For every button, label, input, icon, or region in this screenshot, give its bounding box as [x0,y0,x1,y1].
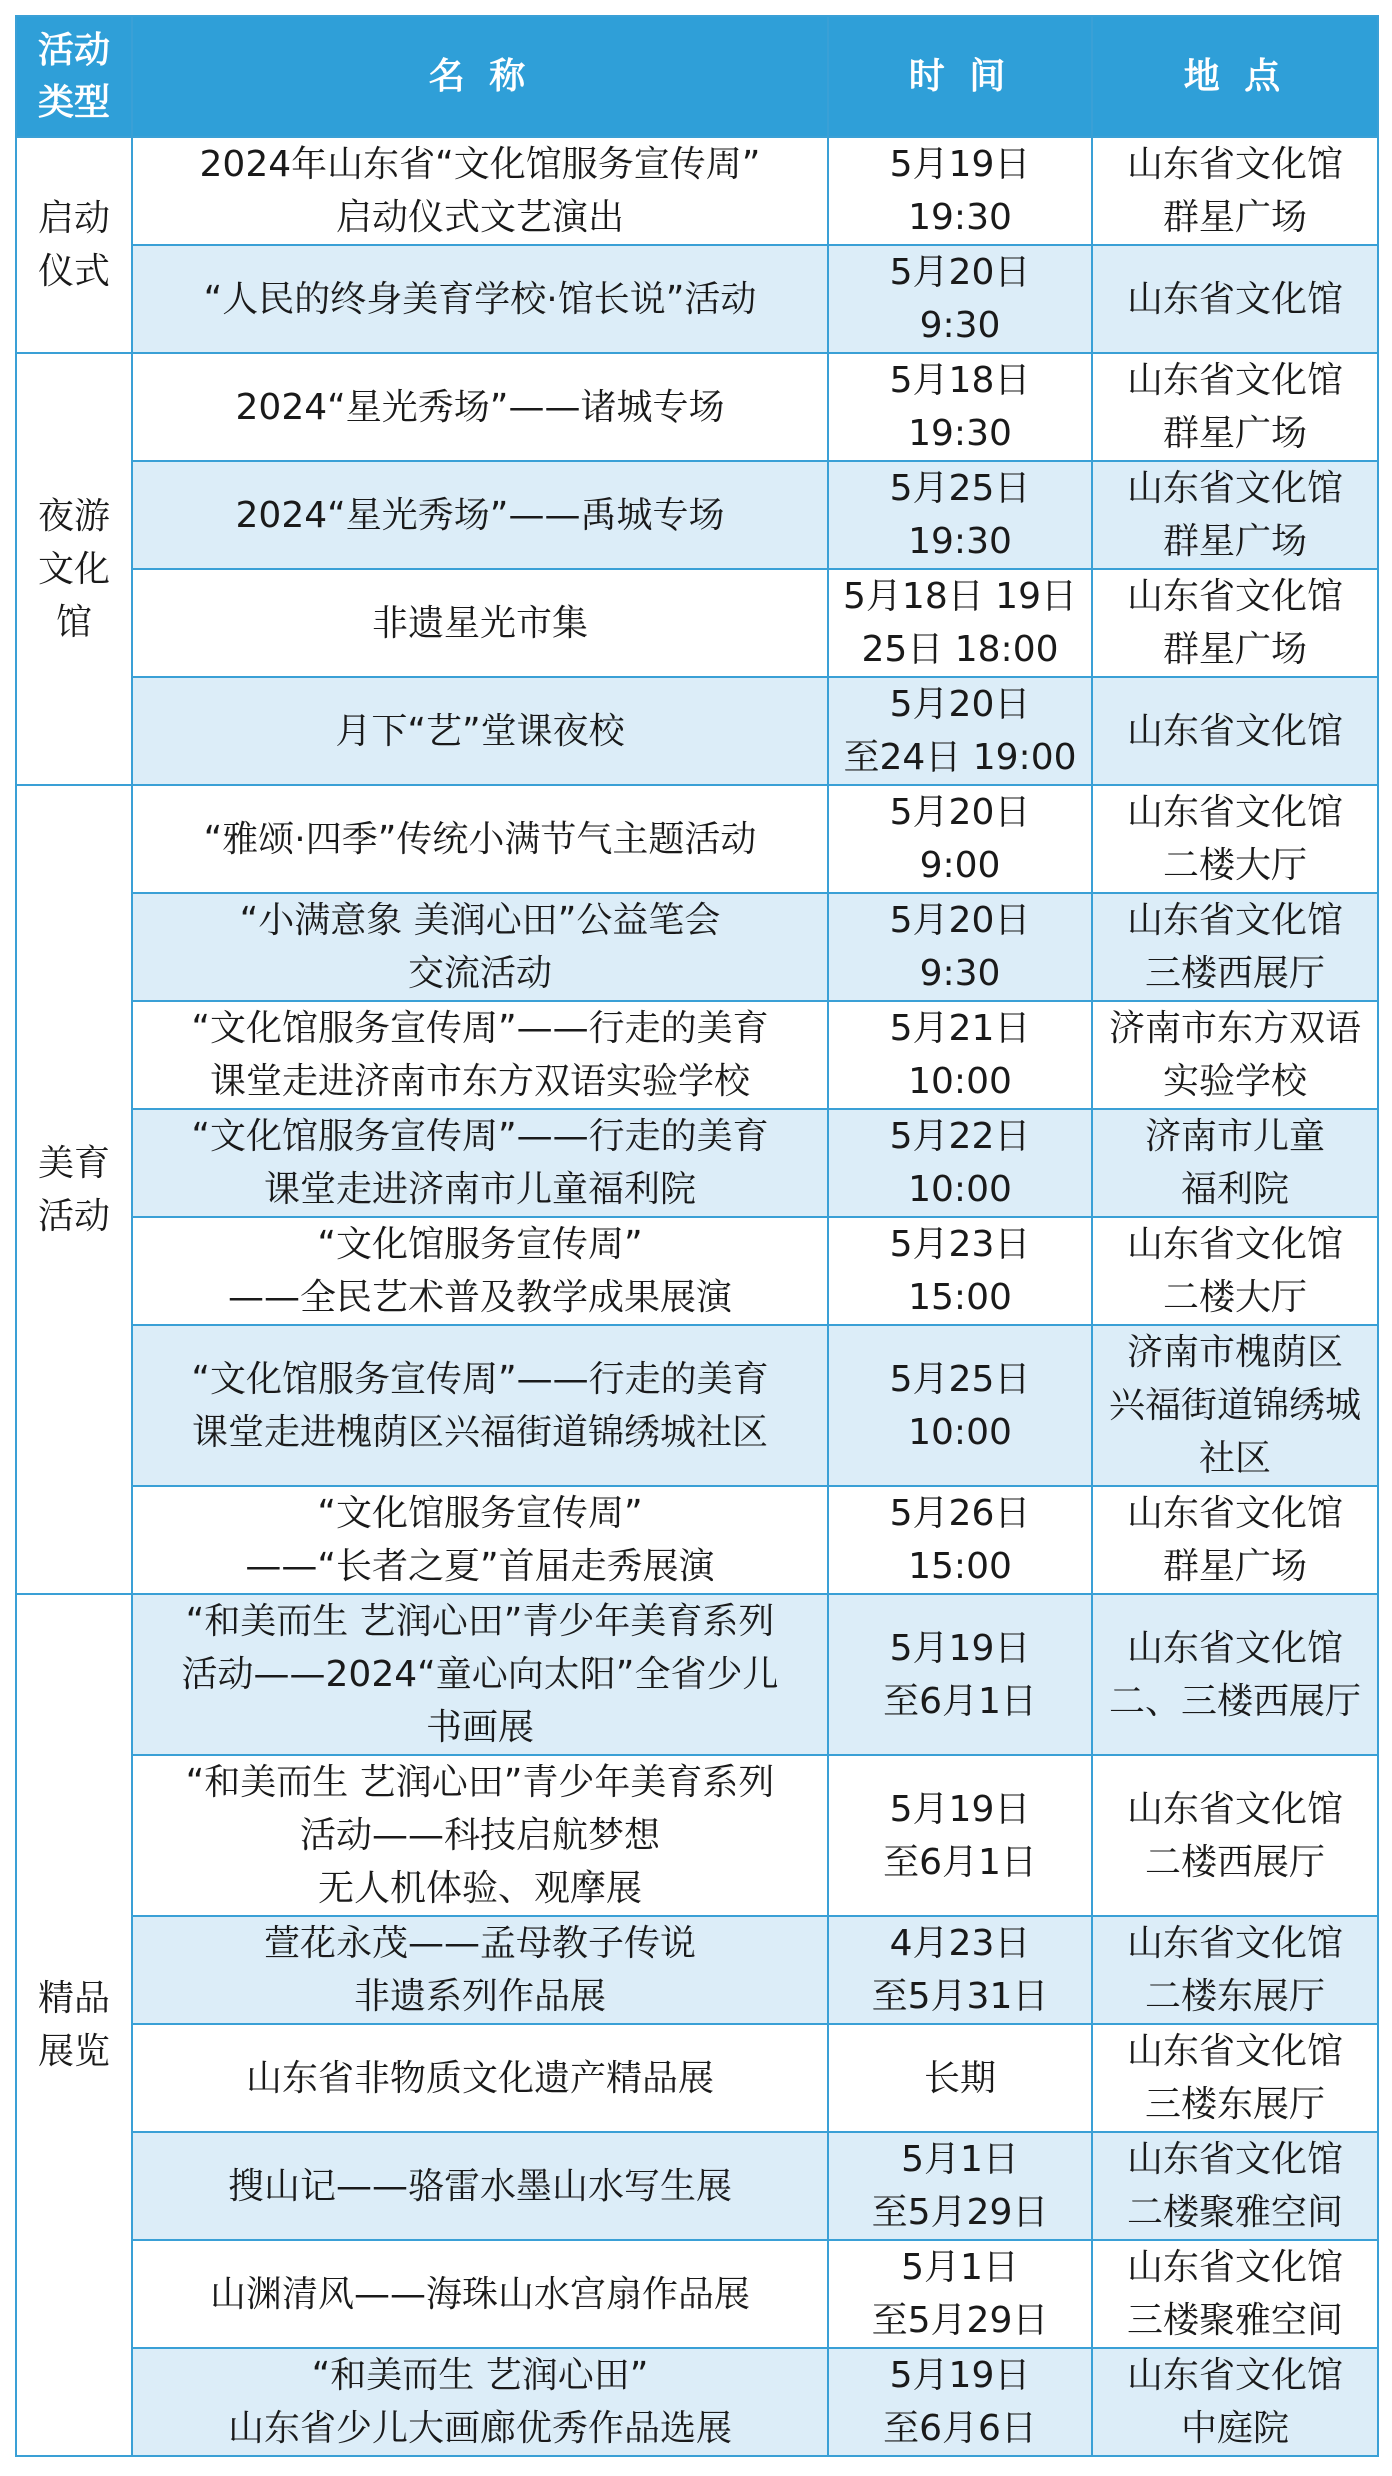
event-place-cell: 山东省文化馆 三楼东展厅 [1092,2024,1378,2132]
event-schedule-table [15,15,1379,2457]
table-row [16,2348,1378,2456]
event-name-cell: 2024“星光秀场”——禹城专场 [132,461,828,569]
event-place-cell: 济南市槐荫区 兴福街道锦绣城 社区 [1092,1325,1378,1486]
activity-type-cell: 启动 仪式 [16,137,132,353]
activity-type-cell: 美育 活动 [16,785,132,1594]
event-name-cell: 搜山记——骆雷水墨山水写生展 [132,2132,828,2240]
event-name-cell: “和美而生 艺润心田”青少年美育系列 活动——科技启航梦想 无人机体验、观摩展 [132,1755,828,1916]
event-time-cell: 5月18日 19日 25日 18:00 [828,569,1092,677]
event-time-cell: 5月23日 15:00 [828,1217,1092,1325]
activity-type-cell: 精品 展览 [16,1594,132,2456]
event-name-cell: “文化馆服务宣传周” ——“长者之夏”首届走秀展演 [132,1486,828,1594]
event-place-cell: 山东省文化馆 二楼大厅 [1092,785,1378,893]
event-name-cell: “文化馆服务宣传周”——行走的美育 课堂走进济南市东方双语实验学校 [132,1001,828,1109]
event-time-cell: 4月23日 至5月31日 [828,1916,1092,2024]
event-time-cell: 5月18日 19:30 [828,353,1092,461]
table-row [16,2024,1378,2132]
event-place-cell: 山东省文化馆 中庭院 [1092,2348,1378,2456]
header-row [16,16,1378,137]
table-row [16,1916,1378,2024]
event-time-cell: 5月19日 19:30 [828,137,1092,245]
event-place-cell: 山东省文化馆 [1092,245,1378,353]
header-activity-type: 活动 类型 [16,16,132,137]
event-name-cell: 山渊清风——海珠山水宫扇作品展 [132,2240,828,2348]
event-name-cell: “文化馆服务宣传周”——行走的美育 课堂走进济南市儿童福利院 [132,1109,828,1217]
table-body [16,137,1378,2456]
table-row [16,677,1378,785]
event-time-cell: 5月19日 至6月1日 [828,1755,1092,1916]
event-name-cell: 月下“艺”堂课夜校 [132,677,828,785]
event-time-cell: 5月26日 15:00 [828,1486,1092,1594]
event-place-cell: 济南市东方双语 实验学校 [1092,1001,1378,1109]
event-place-cell: 山东省文化馆 二、三楼西展厅 [1092,1594,1378,1755]
event-place-cell: 山东省文化馆 二楼大厅 [1092,1217,1378,1325]
activity-type-cell: 夜游 文化 馆 [16,353,132,785]
event-place-cell: 山东省文化馆 二楼聚雅空间 [1092,2132,1378,2240]
table-row [16,893,1378,1001]
table-row [16,1486,1378,1594]
event-time-cell: 5月19日 至6月1日 [828,1594,1092,1755]
table-row [16,353,1378,461]
table-row [16,1217,1378,1325]
event-place-cell: 山东省文化馆 群星广场 [1092,353,1378,461]
event-time-cell: 长期 [828,2024,1092,2132]
event-place-cell: 山东省文化馆 群星广场 [1092,569,1378,677]
table-header [16,16,1378,137]
event-name-cell: “和美而生 艺润心田” 山东省少儿大画廊优秀作品选展 [132,2348,828,2456]
header-name: 名 称 [132,16,828,137]
event-name-cell: “雅颂·四季”传统小满节气主题活动 [132,785,828,893]
event-place-cell: 山东省文化馆 [1092,677,1378,785]
event-place-cell: 山东省文化馆 群星广场 [1092,1486,1378,1594]
event-name-cell: “文化馆服务宣传周” ——全民艺术普及教学成果展演 [132,1217,828,1325]
event-time-cell: 5月20日 至24日 19:00 [828,677,1092,785]
event-name-cell: “小满意象 美润心田”公益笔会 交流活动 [132,893,828,1001]
table-row [16,569,1378,677]
event-time-cell: 5月1日 至5月29日 [828,2240,1092,2348]
event-time-cell: 5月25日 10:00 [828,1325,1092,1486]
event-place-cell: 山东省文化馆 三楼聚雅空间 [1092,2240,1378,2348]
event-place-cell: 山东省文化馆 群星广场 [1092,461,1378,569]
event-place-cell: 山东省文化馆 二楼西展厅 [1092,1755,1378,1916]
event-time-cell: 5月25日 19:30 [828,461,1092,569]
table-row [16,1109,1378,1217]
event-place-cell: 山东省文化馆 二楼东展厅 [1092,1916,1378,2024]
event-name-cell: 2024年山东省“文化馆服务宣传周” 启动仪式文艺演出 [132,137,828,245]
event-name-cell: “和美而生 艺润心田”青少年美育系列 活动——2024“童心向太阳”全省少儿 书画展 [132,1594,828,1755]
table-row [16,2240,1378,2348]
event-time-cell: 5月21日 10:00 [828,1001,1092,1109]
table-row [16,1325,1378,1486]
header-place: 地 点 [1092,16,1378,137]
table-row [16,1594,1378,1755]
event-name-cell: 萱花永茂——孟母教子传说 非遗系列作品展 [132,1916,828,2024]
event-time-cell: 5月20日 9:30 [828,245,1092,353]
event-name-cell: “文化馆服务宣传周”——行走的美育 课堂走进槐荫区兴福街道锦绣城社区 [132,1325,828,1486]
event-place-cell: 济南市儿童 福利院 [1092,1109,1378,1217]
event-name-cell: 非遗星光市集 [132,569,828,677]
event-time-cell: 5月20日 9:00 [828,785,1092,893]
event-time-cell: 5月19日 至6月6日 [828,2348,1092,2456]
table-row [16,461,1378,569]
event-place-cell: 山东省文化馆 群星广场 [1092,137,1378,245]
event-time-cell: 5月22日 10:00 [828,1109,1092,1217]
event-name-cell: 山东省非物质文化遗产精品展 [132,2024,828,2132]
event-time-cell: 5月20日 9:30 [828,893,1092,1001]
table-row [16,2132,1378,2240]
event-name-cell: “人民的终身美育学校·馆长说”活动 [132,245,828,353]
event-time-cell: 5月1日 至5月29日 [828,2132,1092,2240]
table-row [16,1755,1378,1916]
table-row [16,785,1378,893]
table-row [16,1001,1378,1109]
event-name-cell: 2024“星光秀场”——诸城专场 [132,353,828,461]
header-time: 时 间 [828,16,1092,137]
table-row [16,245,1378,353]
table-row [16,137,1378,245]
event-place-cell: 山东省文化馆 三楼西展厅 [1092,893,1378,1001]
